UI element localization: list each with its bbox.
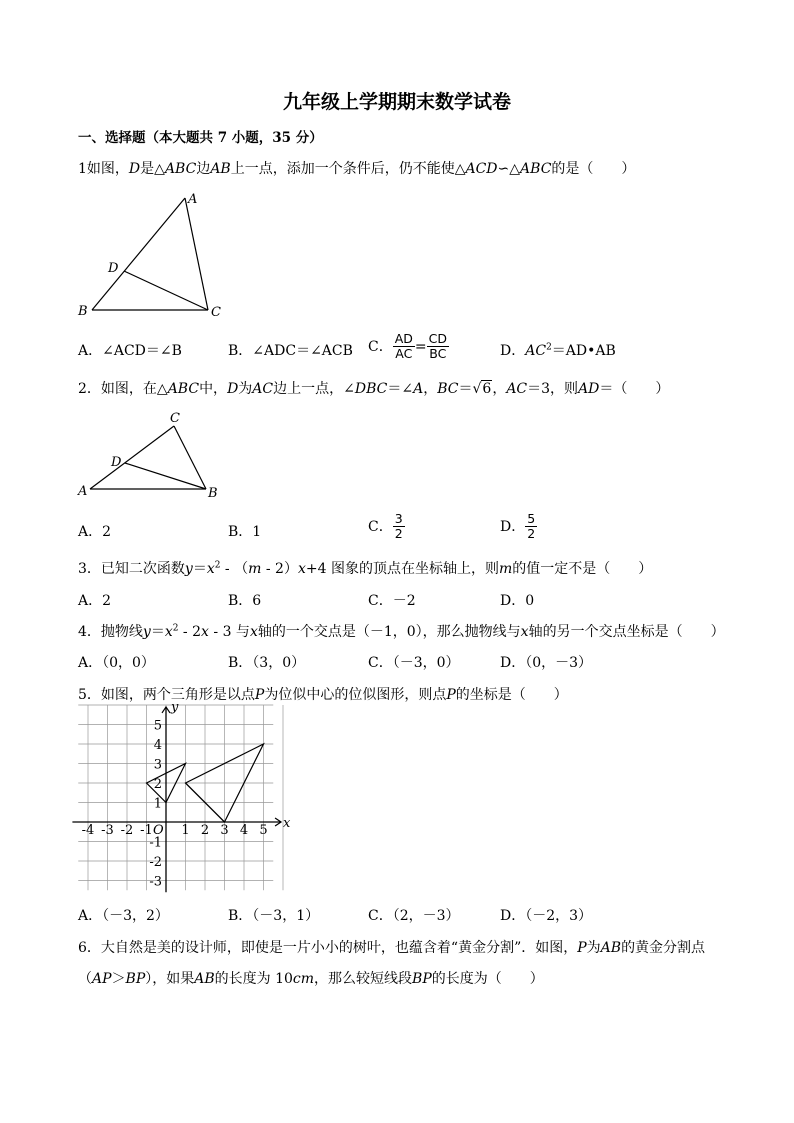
q3-option-a: A．2 (78, 593, 112, 609)
q5-x-tick-label: 3 (220, 823, 229, 838)
q5-x-tick-label: -4 (81, 823, 95, 838)
q5-y-tick-label: -2 (149, 855, 162, 870)
q1-option-d: D．$AC^2=AD•AB$ (500, 342, 616, 359)
q1-option-b: B．∠ADC＝∠ACB (228, 343, 353, 359)
q5-x-tick-label: 5 (259, 823, 268, 838)
q2-option-d: D． $\frac{5}{2}$ (500, 511, 536, 542)
q5-x-tick-label: 1 (181, 823, 190, 838)
q6-stem-line1: 6．大自然是美的设计师，即使是一片小小的树叶，也蕴含着“黄金分割”．如图，P为AB的黄金分割点 (78, 940, 706, 956)
q1-option-a: A．∠ACD＝∠B (78, 343, 182, 359)
q5-option-d: D．（－2，3） (500, 908, 593, 924)
q1-option-c: C． $\frac{AD}{AC}$ = $\frac{CD}{BC}$ (368, 331, 447, 362)
q5-y-tick-label: 4 (153, 738, 162, 753)
q3-option-d: D．0 (500, 593, 535, 609)
q5-axes (72, 707, 281, 892)
q4-option-d: D．（0，－3） (500, 655, 593, 671)
q5-option-b: B．（－3，1） (228, 908, 320, 924)
q5-gridlines (78, 705, 283, 890)
q2-label-a: A (78, 484, 88, 499)
q5-option-c: C．（2，－3） (368, 908, 460, 924)
q5-y-tick-label: -1 (149, 835, 162, 851)
q5-x-tick-label: 2 (200, 823, 210, 838)
q4-stem: 4．抛物线$y=x^2 - 2x - 3$ 与x轴的一个交点是（－1，0），那么抛物线与x轴的另一个交点坐标是（ ） (78, 623, 725, 640)
q5-x-tick-label: -3 (101, 823, 114, 838)
q2-option-c: C． $\frac{3}{2}$ (368, 511, 403, 542)
q5-y-tick-label: 2 (153, 777, 162, 792)
q3-option-b: B．6 (228, 593, 262, 609)
q5-y-axis-label: y (171, 699, 179, 715)
q1-label-a: A (188, 192, 198, 207)
q4-option-a: A．（0，0） (78, 655, 155, 671)
q5-stem: 5．如图，两个三角形是以点P为位似中心的位似图形，则点P的坐标是（ ） (78, 687, 568, 703)
q1-label-c: C (211, 305, 221, 320)
q5-origin-label: O (153, 823, 164, 838)
q5-x-tick-label: -1 (140, 823, 153, 838)
q2-label-c: C (170, 411, 180, 426)
q4-option-c: C．（－3，0） (368, 655, 460, 671)
q1-label-d: D (108, 261, 119, 276)
section-heading-choice: 一、选择题（本大题共 7 小题，35 分） (78, 130, 323, 146)
q5-x-axis-label: x (283, 816, 291, 831)
q5-y-tick-label: 1 (153, 796, 162, 812)
q2-stem: 2．如图，在△ABC中，D为AC边上一点，∠DBC＝∠A，BC＝√6，AC＝3，则AD＝（ ） (78, 381, 670, 397)
q5-y-tick-label: -3 (149, 874, 162, 890)
q2-option-a: A．2 (78, 524, 112, 540)
q5-x-tick-label: 4 (239, 823, 249, 838)
q5-x-tick-label: -2 (120, 823, 134, 838)
page-title: 九年级上学期期末数学试卷 (282, 91, 511, 113)
q1-label-b: B (78, 304, 88, 319)
q2-option-b: B．1 (228, 524, 262, 540)
q5-y-tick-label: 3 (153, 757, 162, 773)
q4-option-b: B．（3，0） (228, 655, 306, 671)
q5-y-tick-label: 5 (153, 718, 162, 734)
q2-label-d: D (111, 455, 122, 470)
q1-stem: 1如图，D是△ABC边AB上一点，添加一个条件后，仍不能使△ACD∽△ABC的是（ ） (78, 161, 636, 177)
q6-stem-line2: （AP＞BP），如果AB的长度为 10cm，那么较短线段BP的长度为（ ） (78, 971, 544, 987)
q2-label-b: B (208, 486, 218, 501)
q3-option-c: C．－2 (368, 593, 416, 609)
q3-stem: 3．已知二次函数$y=x^2 - (m - 2)x+4$ 图象的顶点在坐标轴上，则m的值一定不是（ ） (78, 560, 653, 577)
q5-option-a: A．（－3，2） (78, 908, 169, 924)
